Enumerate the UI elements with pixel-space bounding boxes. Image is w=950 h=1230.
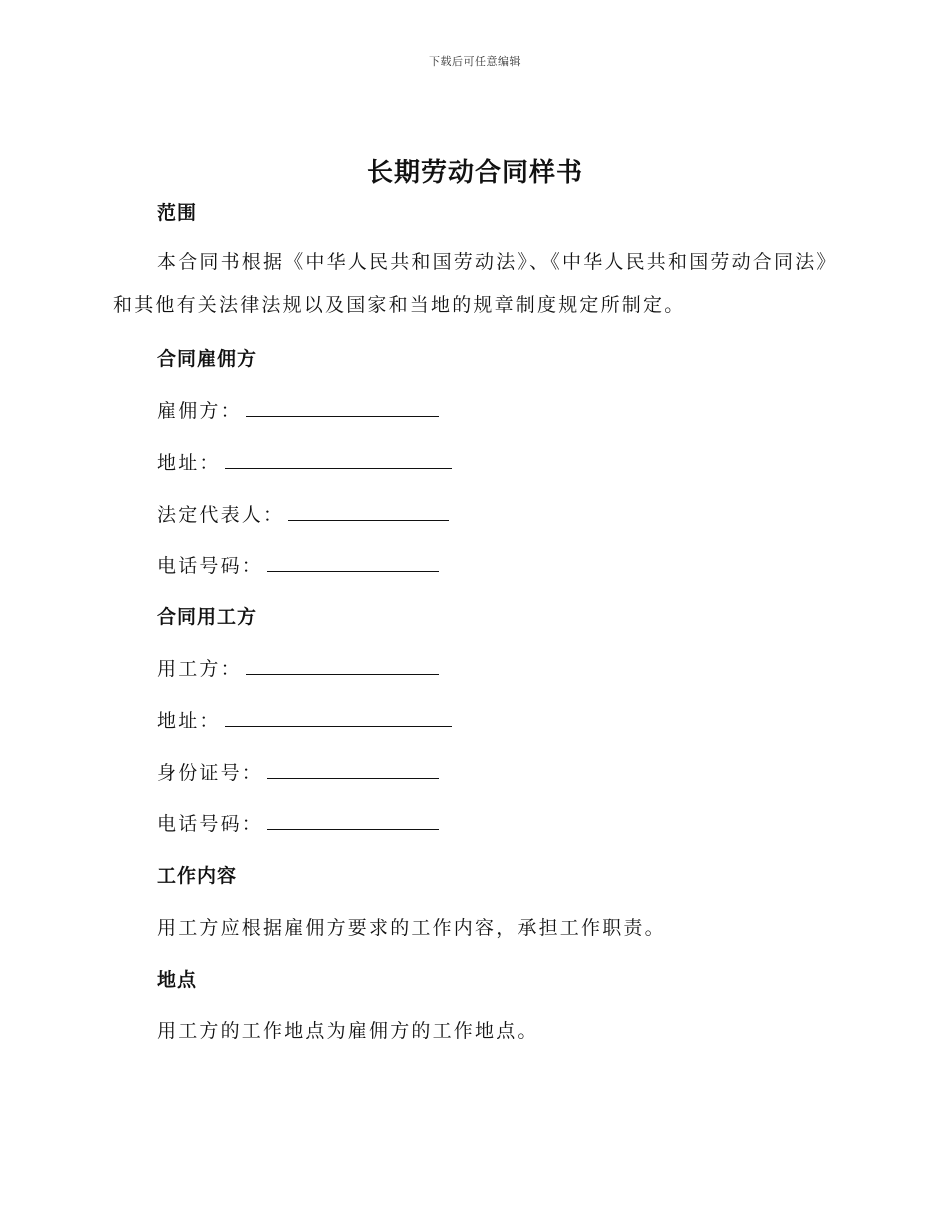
employer-address-field[interactable]	[157, 448, 452, 475]
employee-id-number-blank[interactable]	[267, 762, 439, 779]
document-title: 长期劳动合同样书	[366, 158, 583, 188]
section-heading-location: 地点	[157, 969, 198, 991]
employer-name-field[interactable]	[157, 396, 439, 423]
employer-name-blank[interactable]	[246, 400, 439, 417]
employer-address-blank[interactable]	[225, 452, 452, 469]
section-heading-employee: 合同用工方	[157, 606, 258, 628]
employer-phone-field[interactable]	[157, 551, 439, 578]
employee-name-label: 用工方：	[157, 658, 242, 680]
employee-id-number-label: 身份证号：	[157, 762, 264, 784]
page-header-note: 下载后可任意编辑	[429, 55, 521, 68]
employer-address-label: 地址：	[157, 452, 221, 474]
section-heading-employer: 合同雇佣方	[157, 348, 258, 370]
scope-paragraph: 本合同书根据《中华人民共和国劳动法》、《中华人民共和国劳动合同法》和其他有关法律法规以及国家和当地的规章制度规定所制定。	[113, 251, 829, 316]
section-heading-scope: 范围	[157, 202, 198, 224]
employee-address-field[interactable]	[157, 706, 452, 733]
employee-phone-field[interactable]	[157, 809, 439, 836]
work-content-text: 用工方应根据雇佣方要求的工作内容，承担工作职责。	[157, 917, 666, 939]
employer-legal-rep-label: 法定代表人：	[157, 504, 285, 526]
employee-id-number-field[interactable]	[157, 758, 439, 785]
employer-phone-blank[interactable]	[267, 555, 439, 572]
employee-name-field[interactable]	[157, 654, 439, 681]
employee-address-blank[interactable]	[225, 710, 452, 727]
employer-legal-rep-blank[interactable]	[288, 504, 449, 521]
location-text: 用工方的工作地点为雇佣方的工作地点。	[157, 1020, 539, 1042]
employer-phone-label: 电话号码：	[157, 555, 264, 577]
employee-phone-label: 电话号码：	[157, 813, 264, 835]
employee-phone-blank[interactable]	[267, 813, 439, 830]
employee-address-label: 地址：	[157, 710, 221, 732]
section-heading-work-content: 工作内容	[157, 865, 238, 887]
employee-name-blank[interactable]	[246, 658, 439, 675]
employer-name-label: 雇佣方：	[157, 400, 242, 422]
employer-legal-rep-field[interactable]	[157, 500, 449, 527]
